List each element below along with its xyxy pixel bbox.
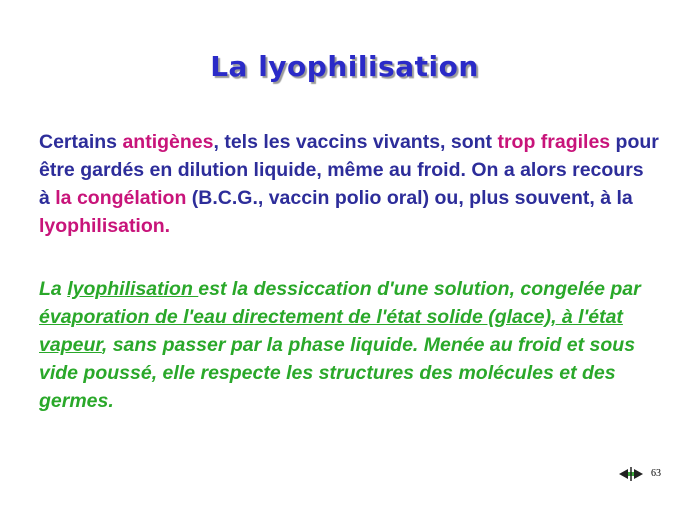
nav-arrows-icon[interactable] <box>619 466 643 482</box>
para1-text: , tels les vaccins vivants, sont <box>213 131 498 153</box>
underlined-evaporation: évaporation de l'eau directement de l'état solide (glace), à l'état vapeur <box>39 306 623 356</box>
highlight-lyophilisation: lyophilisation. <box>39 215 171 237</box>
underlined-lyophilisation: lyophilisation <box>67 278 199 300</box>
highlight-trop-fragiles: trop fragiles <box>497 131 611 153</box>
para2-text: La <box>39 278 68 300</box>
highlight-congelation: la congélation <box>55 187 187 209</box>
para1-text: (B.C.G., vaccin polio oral) ou, plus souvent, à la <box>186 187 633 209</box>
intro-paragraph <box>39 128 659 240</box>
para2-text: , sans passer par la phase liquide. Menée au froid et sous vide poussé, elle respecte les structures des molécules et des germes. <box>39 334 636 412</box>
definition-paragraph <box>39 275 669 415</box>
para2-text: est la dessiccation d'une solution, congelée par <box>198 278 641 300</box>
highlight-antigenes: antigènes <box>122 131 214 153</box>
para1-text: Certains <box>39 131 123 153</box>
para1-text: pour être gardés en dilution liquide, même au froid. On a alors recours à <box>39 131 659 209</box>
page-title: La lyophilisation <box>210 50 479 83</box>
page-number: 63 <box>651 468 661 479</box>
